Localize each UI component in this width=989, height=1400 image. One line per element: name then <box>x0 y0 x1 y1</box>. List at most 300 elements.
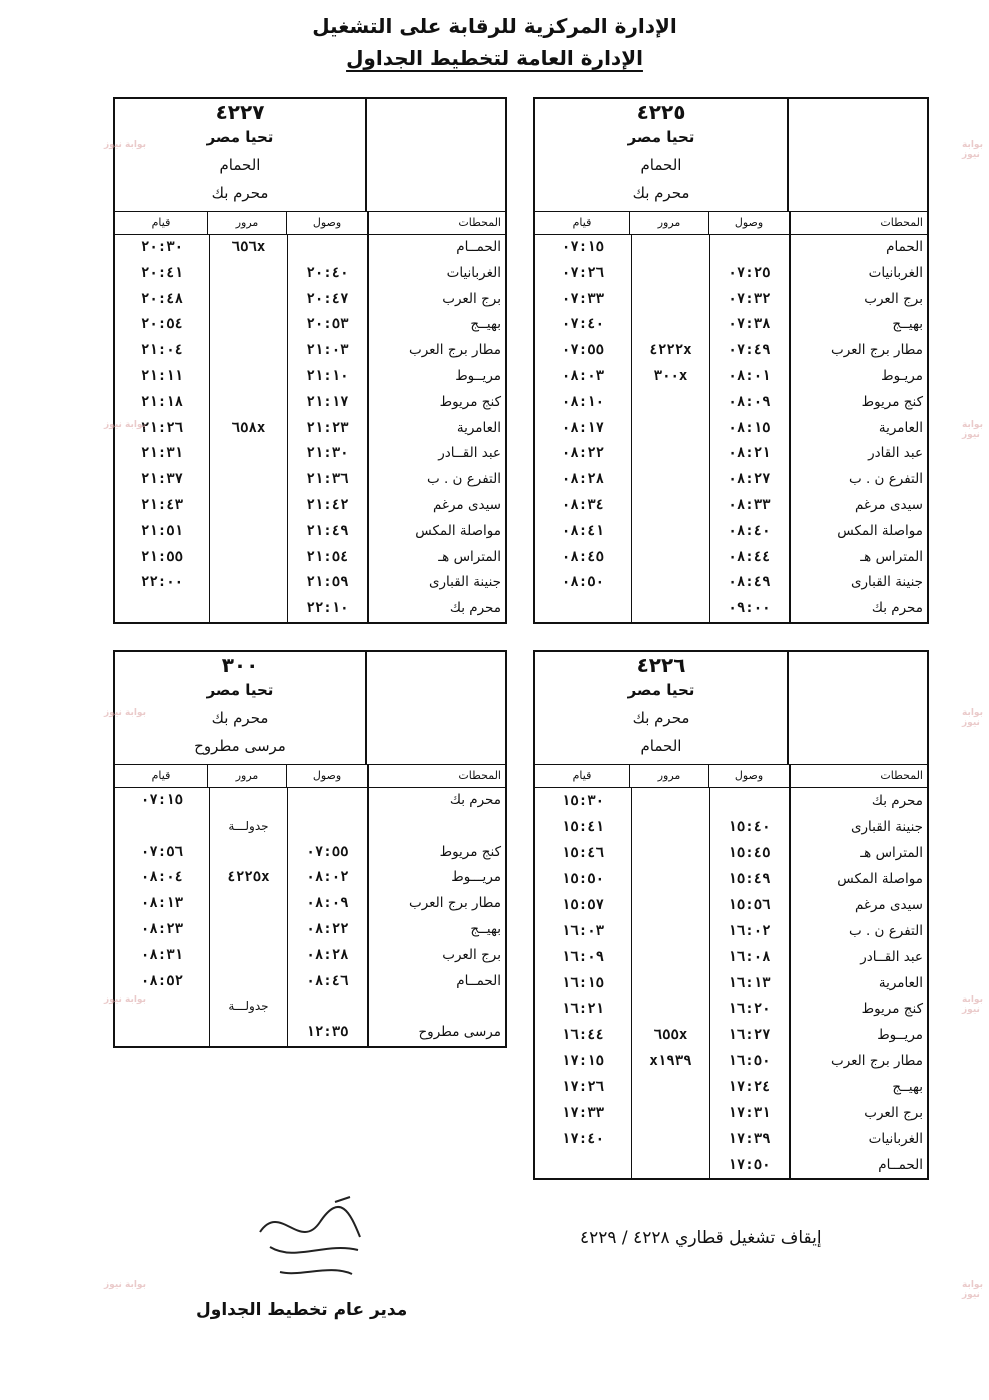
station-cell: مريــوط <box>789 1022 927 1048</box>
station-cell: الغربانيات <box>367 261 505 287</box>
arrive-cell: ٠٨:٤٤ <box>709 545 789 571</box>
arrive-cell: ٠٧:٣٢ <box>709 287 789 313</box>
arrive-cell: ٢٠:٤٧ <box>287 287 367 313</box>
depart-cell: ٠٨:٠٤ <box>140 869 184 886</box>
stop-trains-note: إيقاف تشغيل قطاري ٤٢٢٨ / ٤٢٢٩ <box>580 1228 822 1248</box>
depart-cell: ٠٧:٥٦ <box>140 843 184 860</box>
pass-cell: ٦٥٥x <box>631 1022 709 1048</box>
depart-cell: ١٧:٢٦ <box>561 1079 605 1095</box>
table-row <box>115 235 505 261</box>
arrive-cell: ٠٨:٢٨ <box>287 943 367 969</box>
arrive-cell <box>287 788 367 814</box>
pass-cell <box>631 944 709 970</box>
table-row <box>535 416 927 442</box>
depart-cell: ٠٨:٢٣ <box>140 920 184 937</box>
timetable-3 <box>113 650 507 1048</box>
arrive-cell <box>709 235 789 261</box>
arrive-cell: ٠٨:٤٦ <box>287 969 367 995</box>
pass-cell <box>631 596 709 622</box>
table-row <box>115 917 505 943</box>
station-cell: العامرية <box>367 416 505 442</box>
table-row <box>535 545 927 571</box>
pass-cell <box>209 969 287 995</box>
pass-cell <box>631 441 709 467</box>
table-row <box>115 493 505 519</box>
station-cell: برج العرب <box>789 287 927 313</box>
arrive-cell: ٠٧:٤٩ <box>709 338 789 364</box>
depart-cell: ٢٢:٠٠ <box>140 574 184 591</box>
arrive-cell: ٠٧:٣٨ <box>709 312 789 338</box>
station-cell: مريــوط <box>367 364 505 390</box>
train-number: ٤٢٢٦ <box>636 653 686 677</box>
col-station: المحطات <box>789 212 927 234</box>
arrive-cell: ٢١:١٧ <box>287 390 367 416</box>
arrive-cell: ٢١:٥٩ <box>287 570 367 596</box>
pass-cell: ٤٢٢٢x <box>631 338 709 364</box>
station-cell: بهيــج <box>367 312 505 338</box>
pass-cell <box>631 970 709 996</box>
col-station: المحطات <box>789 765 927 787</box>
table-row <box>535 892 927 918</box>
table-row <box>535 788 927 814</box>
depart-cell: ١٧:٣٣ <box>561 1105 605 1121</box>
table-row <box>115 570 505 596</box>
arrive-cell: ٠٨:١٥ <box>709 416 789 442</box>
depart-cell <box>115 596 209 622</box>
depart-cell: ٠٨:٥٢ <box>140 972 184 989</box>
station-cell: محرم بك <box>789 596 927 622</box>
station-cell: التفرع ن . ب <box>789 918 927 944</box>
depart-cell <box>535 596 631 622</box>
arrive-cell <box>709 788 789 814</box>
arrive-cell: ٠٩:٠٠ <box>709 596 789 622</box>
arrive-cell: ٢٠:٥٣ <box>287 312 367 338</box>
pass-cell: جدولـــة <box>209 814 287 840</box>
train-number: ٣٠٠ <box>221 653 259 677</box>
train-route-line: محرم بك <box>211 709 269 727</box>
pass-cell <box>631 467 709 493</box>
pass-cell <box>209 312 287 338</box>
arrive-cell: ١٦:٥٠ <box>709 1048 789 1074</box>
depart-cell: ٢١:٥١ <box>140 522 184 539</box>
timetable-0 <box>533 97 929 624</box>
pass-cell <box>631 261 709 287</box>
station-cell: المتراس هـ <box>789 545 927 571</box>
pass-cell <box>209 788 287 814</box>
station-cell: مطار برج العرب <box>789 1048 927 1074</box>
station-cell: مريـــوط <box>367 865 505 891</box>
table-row <box>535 1126 927 1152</box>
station-cell: المتراس هـ <box>789 840 927 866</box>
depart-cell: ١٧:٤٠ <box>561 1131 605 1147</box>
station-cell: كنج مريوط <box>367 390 505 416</box>
station-cell: برج العرب <box>789 1100 927 1126</box>
col-station: المحطات <box>367 765 505 787</box>
arrive-cell: ٠٧:٥٥ <box>287 840 367 866</box>
depart-cell: ٠٨:٣١ <box>140 946 184 963</box>
table-row <box>535 235 927 261</box>
station-cell <box>367 814 505 840</box>
station-cell: الحمــام <box>367 235 505 261</box>
arrive-cell: ٢١:٥٤ <box>287 545 367 571</box>
table-row <box>115 338 505 364</box>
station-cell: المتراس هـ <box>367 545 505 571</box>
pass-cell <box>209 545 287 571</box>
train-header <box>115 99 505 212</box>
pass-cell <box>209 261 287 287</box>
station-cell: العامرية <box>789 416 927 442</box>
arrive-cell: ٢١:٠٣ <box>287 338 367 364</box>
header-line-1: الإدارة المركزية للرقابة على التشغيل <box>312 14 677 38</box>
arrive-cell: ٠٨:٤٩ <box>709 570 789 596</box>
station-cell: سيدى مرغم <box>789 892 927 918</box>
timetable-1 <box>113 97 507 624</box>
station-cell: مطار برج العرب <box>367 891 505 917</box>
table-row <box>115 814 505 840</box>
table-row <box>535 519 927 545</box>
arrive-cell: ٠٨:٢٢ <box>287 917 367 943</box>
station-cell: بهيــج <box>367 917 505 943</box>
col-depart: قيام <box>572 769 592 782</box>
column-headers <box>115 765 505 788</box>
pass-cell <box>631 235 709 261</box>
pass-cell <box>631 493 709 519</box>
signature-scribble <box>240 1192 380 1292</box>
depart-cell: ١٥:٥٠ <box>561 871 605 887</box>
station-cell: محرم بك <box>367 788 505 814</box>
table-row <box>115 287 505 313</box>
arrive-cell: ٠٨:٤٠ <box>709 519 789 545</box>
arrive-cell: ٠٨:٢١ <box>709 441 789 467</box>
depart-cell <box>115 814 209 840</box>
pass-cell <box>631 312 709 338</box>
arrive-cell: ١٥:٤٥ <box>709 840 789 866</box>
table-row <box>115 545 505 571</box>
train-number: ٤٢٢٧ <box>215 100 265 124</box>
table-row <box>535 1100 927 1126</box>
table-row <box>535 338 927 364</box>
pass-cell <box>631 390 709 416</box>
pass-cell <box>209 570 287 596</box>
col-arrive: وصول <box>708 765 789 787</box>
station-cell: الغربانيات <box>789 1126 927 1152</box>
station-header-blank <box>787 652 927 764</box>
station-cell: التفرع ن . ب <box>789 467 927 493</box>
table-row <box>115 840 505 866</box>
station-cell: سيدى مرغم <box>789 493 927 519</box>
table-row <box>535 441 927 467</box>
depart-cell <box>115 1020 209 1046</box>
arrive-cell: ٠٨:٠٩ <box>287 891 367 917</box>
table-row <box>535 467 927 493</box>
arrive-cell: ١٦:٢٠ <box>709 996 789 1022</box>
arrive-cell: ١٧:٣١ <box>709 1100 789 1126</box>
station-cell: التفرع ن . ب <box>367 467 505 493</box>
depart-cell: ٠٨:٥٠ <box>561 574 605 591</box>
pass-cell <box>631 1074 709 1100</box>
station-cell: جنينة القبارى <box>789 570 927 596</box>
table-row <box>535 390 927 416</box>
station-cell: مطار برج العرب <box>367 338 505 364</box>
station-cell: برج العرب <box>367 287 505 313</box>
table-row <box>535 866 927 892</box>
signature-title: مدير عام تخطيط الجداول <box>196 1300 408 1320</box>
depart-cell: ٢١:١٨ <box>140 393 184 410</box>
station-cell: مريـوط <box>789 364 927 390</box>
depart-cell: ٢١:١١ <box>140 367 184 384</box>
col-pass: مرور <box>629 765 708 787</box>
depart-cell: ٠٨:٣٤ <box>561 496 605 513</box>
col-pass: مرور <box>207 212 286 234</box>
table-row <box>115 416 505 442</box>
arrive-cell: ٠٨:٠٢ <box>287 865 367 891</box>
station-cell <box>367 994 505 1020</box>
arrive-cell: ١٢:٣٥ <box>287 1020 367 1046</box>
depart-cell: ٠٧:٤٠ <box>561 316 605 333</box>
pass-cell <box>209 891 287 917</box>
depart-cell: ٠٨:٢٢ <box>561 445 605 462</box>
depart-cell: ٠٧:١٥ <box>561 239 605 255</box>
train-route-line: محرم بك <box>632 184 690 202</box>
pass-cell: ٦٥٦x <box>209 235 287 261</box>
depart-cell: ٠٨:١٧ <box>561 419 605 436</box>
train-info <box>115 652 365 764</box>
table-row <box>535 1074 927 1100</box>
pass-cell <box>631 1100 709 1126</box>
table-row <box>115 994 505 1020</box>
pass-cell <box>209 1020 287 1046</box>
table-row <box>115 943 505 969</box>
timetable-2 <box>533 650 929 1180</box>
table-row <box>535 970 927 996</box>
station-cell: بهيــج <box>789 1074 927 1100</box>
col-arrive: وصول <box>286 212 367 234</box>
station-cell: جنينة القبارى <box>789 814 927 840</box>
pass-cell <box>631 788 709 814</box>
train-route-line: الحمام <box>219 156 261 174</box>
station-cell: مطار برج العرب <box>789 338 927 364</box>
arrive-cell: ٠٨:٠٩ <box>709 390 789 416</box>
arrive-cell: ١٧:٥٠ <box>709 1152 789 1178</box>
depart-cell: ٠٨:٤٥ <box>561 548 605 565</box>
train-route-line: تحيا مصر <box>206 681 274 699</box>
pass-cell <box>631 814 709 840</box>
depart-cell: ١٦:٢١ <box>561 1001 605 1017</box>
table-row <box>115 969 505 995</box>
station-cell: عبد القادر <box>789 441 927 467</box>
table-row <box>115 891 505 917</box>
depart-cell: ٢٠:٤١ <box>140 264 184 281</box>
station-header-blank <box>787 99 927 211</box>
col-station: المحطات <box>367 212 505 234</box>
arrive-cell: ١٥:٤٩ <box>709 866 789 892</box>
table-row <box>535 1048 927 1074</box>
station-cell: محرم بك <box>789 788 927 814</box>
pass-cell <box>631 416 709 442</box>
pass-cell <box>631 570 709 596</box>
depart-cell: ٢٠:٤٨ <box>140 290 184 307</box>
pass-cell: جدولـــة <box>209 994 287 1020</box>
col-depart: قيام <box>151 216 171 229</box>
column-headers <box>115 212 505 235</box>
arrive-cell: ٢١:١٠ <box>287 364 367 390</box>
depart-cell: ٠٧:٣٣ <box>561 290 605 307</box>
station-header-blank <box>365 99 505 211</box>
train-route-line: تحيا مصر <box>627 128 695 146</box>
arrive-cell: ١٦:٠٢ <box>709 918 789 944</box>
pass-cell <box>209 917 287 943</box>
col-pass: مرور <box>207 765 286 787</box>
arrive-cell: ١٧:٢٤ <box>709 1074 789 1100</box>
table-row <box>115 441 505 467</box>
table-row <box>115 261 505 287</box>
table-row <box>115 519 505 545</box>
pass-cell <box>209 943 287 969</box>
arrive-cell: ١٦:٢٧ <box>709 1022 789 1048</box>
pass-cell: ٦٥٨x <box>209 416 287 442</box>
table-row <box>535 1152 927 1178</box>
header-line-2: الإدارة العامة لتخطيط الجداول <box>346 46 643 70</box>
arrive-cell: ١٦:٠٨ <box>709 944 789 970</box>
station-cell: جنينة القبارى <box>367 570 505 596</box>
arrive-cell: ٢١:٣٦ <box>287 467 367 493</box>
station-cell: عبد القــادر <box>789 944 927 970</box>
train-header <box>115 652 505 765</box>
pass-cell <box>631 545 709 571</box>
pass-cell <box>209 338 287 364</box>
station-cell: العامرية <box>789 970 927 996</box>
arrive-cell: ٢١:٣٠ <box>287 441 367 467</box>
depart-cell: ٢١:٥٥ <box>140 548 184 565</box>
depart-cell: ١٦:٠٣ <box>561 923 605 939</box>
table-row <box>535 944 927 970</box>
station-cell: كنج مريوط <box>367 840 505 866</box>
arrive-cell: ١٥:٥٦ <box>709 892 789 918</box>
arrive-cell: ٢٠:٤٠ <box>287 261 367 287</box>
arrive-cell: ٢١:٤٩ <box>287 519 367 545</box>
pass-cell <box>209 467 287 493</box>
train-route-line: مرسى مطروح <box>194 737 286 755</box>
train-route-line: الحمام <box>640 737 682 755</box>
column-headers <box>535 765 927 788</box>
arrive-cell <box>287 994 367 1020</box>
depart-cell <box>535 1152 631 1178</box>
arrive-cell: ٠٨:٢٧ <box>709 467 789 493</box>
table-row <box>535 261 927 287</box>
train-info <box>535 652 787 764</box>
station-cell: مواصلة المكس <box>789 866 927 892</box>
pass-cell <box>631 1126 709 1152</box>
depart-cell: ٢٠:٣٠ <box>140 239 184 255</box>
arrive-cell: ٠٨:٣٣ <box>709 493 789 519</box>
table-row <box>535 570 927 596</box>
train-route-line: الحمام <box>640 156 682 174</box>
pass-cell <box>631 996 709 1022</box>
pass-cell <box>209 596 287 622</box>
depart-cell: ٠٨:١٣ <box>140 895 184 912</box>
table-row <box>535 364 927 390</box>
pass-cell <box>209 364 287 390</box>
depart-cell: ٠٧:٥٥ <box>561 342 605 359</box>
arrive-cell: ١٧:٣٩ <box>709 1126 789 1152</box>
pass-cell <box>631 840 709 866</box>
table-row <box>535 493 927 519</box>
depart-cell: ١٥:٥٧ <box>561 897 605 913</box>
table-row <box>535 840 927 866</box>
train-route-line: تحيا مصر <box>206 128 274 146</box>
table-row <box>535 814 927 840</box>
depart-cell: ٢٠:٥٤ <box>140 316 184 333</box>
pass-cell <box>209 287 287 313</box>
train-route-line: محرم بك <box>632 709 690 727</box>
depart-cell: ٢١:٣١ <box>140 445 184 462</box>
arrive-cell: ٠٨:٠١ <box>709 364 789 390</box>
station-cell: عبد القــادر <box>367 441 505 467</box>
station-cell: مواصلة المكس <box>367 519 505 545</box>
depart-cell: ٠٧:١٥ <box>140 792 184 808</box>
table-row <box>115 596 505 622</box>
depart-cell: ١٥:٤١ <box>561 819 605 835</box>
arrive-cell: ١٥:٤٠ <box>709 814 789 840</box>
pass-cell <box>631 287 709 313</box>
table-row <box>535 312 927 338</box>
station-header-blank <box>365 652 505 764</box>
station-cell: كنج مريوط <box>789 390 927 416</box>
pass-cell <box>209 840 287 866</box>
station-cell: الغربانيات <box>789 261 927 287</box>
train-route-line: محرم بك <box>211 184 269 202</box>
table-row <box>115 1020 505 1046</box>
table-row <box>535 1022 927 1048</box>
pass-cell <box>209 390 287 416</box>
arrive-cell: ٢٢:١٠ <box>287 596 367 622</box>
pass-cell <box>209 493 287 519</box>
arrive-cell: ٠٧:٢٥ <box>709 261 789 287</box>
col-pass: مرور <box>629 212 708 234</box>
pass-cell <box>631 918 709 944</box>
station-cell: كنج مريوط <box>789 996 927 1022</box>
depart-cell: ٢١:٢٦ <box>140 419 184 436</box>
pass-cell <box>631 519 709 545</box>
train-info <box>115 99 365 211</box>
train-route-line: تحيا مصر <box>627 681 695 699</box>
station-cell: الحمــام <box>367 969 505 995</box>
station-cell: برج العرب <box>367 943 505 969</box>
train-header <box>535 99 927 212</box>
pass-cell <box>209 519 287 545</box>
station-cell: الحمــام <box>789 1152 927 1178</box>
depart-cell: ١٥:٤٦ <box>561 845 605 861</box>
station-cell: محرم بك <box>367 596 505 622</box>
train-header <box>535 652 927 765</box>
depart-cell: ١٦:٠٩ <box>561 949 605 965</box>
depart-cell: ٠٨:٤١ <box>561 522 605 539</box>
depart-cell: ١٧:١٥ <box>561 1053 605 1069</box>
station-cell: الحمام <box>789 235 927 261</box>
pass-cell <box>631 1152 709 1178</box>
table-row <box>535 996 927 1022</box>
pass-cell <box>631 866 709 892</box>
depart-cell: ٠٧:٢٦ <box>561 264 605 281</box>
depart-cell: ١٦:١٥ <box>561 975 605 991</box>
station-cell: سيدى مرغم <box>367 493 505 519</box>
col-arrive: وصول <box>286 765 367 787</box>
depart-cell: ٠٨:٠٣ <box>561 367 605 384</box>
table-row <box>115 865 505 891</box>
depart-cell: ١٦:٤٤ <box>561 1027 605 1043</box>
pass-cell: ٤٢٢٥x <box>209 865 287 891</box>
depart-cell: ٢١:٤٣ <box>140 496 184 513</box>
